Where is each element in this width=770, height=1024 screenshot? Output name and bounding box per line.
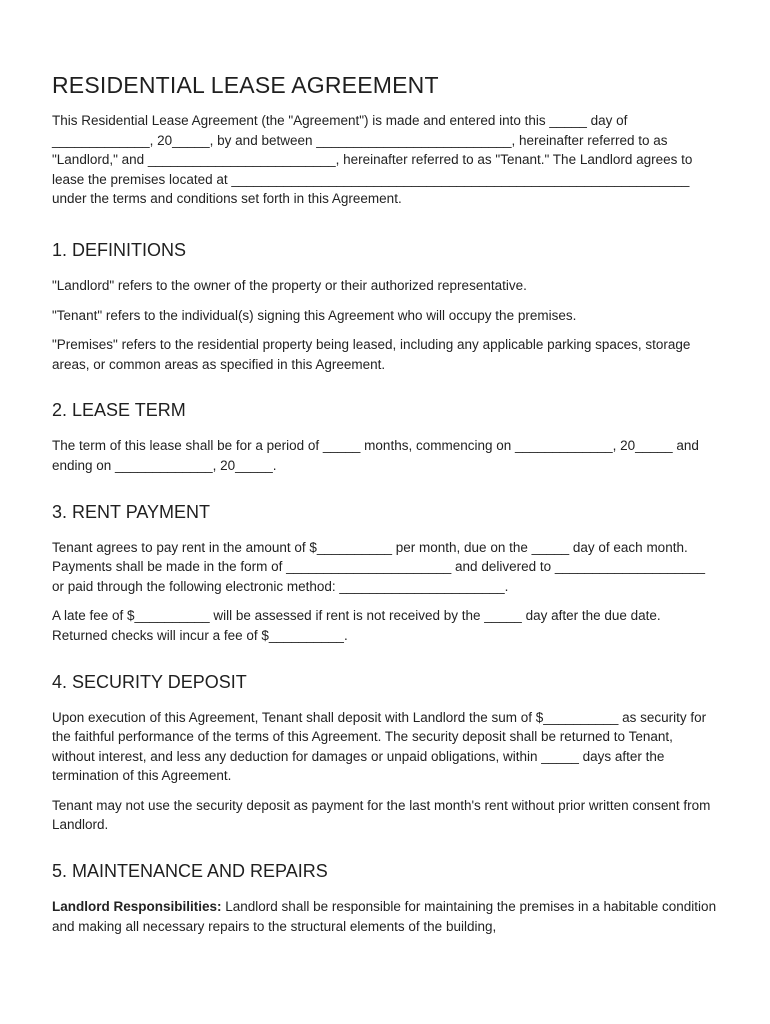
document-title: RESIDENTIAL LEASE AGREEMENT [52,72,439,98]
lease-term-paragraph: The term of this lease shall be for a period of _____ months, commencing on _____________, 20_____ and ending on _____________, 20_____. [52,438,699,473]
lease-document [52,70,718,960]
section-security-deposit [52,670,718,836]
landlord-responsibilities-label: Landlord Responsibilities: [52,899,222,915]
section-heading: 1. DEFINITIONS [52,239,187,260]
section-definitions [52,238,718,374]
landlord-responsibilities-text: Landlord shall be responsible for maintaining the premises in a habitable condition and making all necessary repairs to the structural elements of the building, [52,899,717,934]
section-heading: 4. SECURITY DEPOSIT [52,671,247,692]
landlord-responsibilities-paragraph [52,897,718,936]
section-maintenance-repairs [52,859,718,936]
deposit-usage-paragraph: Tenant may not use the security deposit as payment for the last month's rent without prior written consent from Landlord. [52,797,711,833]
section-lease-term [52,398,718,475]
section-rent-payment [52,500,718,646]
definition-tenant: "Tenant" refers to the individual(s) signing this Agreement who will occupy the premises. [52,307,577,323]
definition-landlord: "Landlord" refers to the owner of the property or their authorized representative. [52,277,527,293]
late-fee-paragraph: A late fee of $__________ will be assessed if rent is not received by the _____ day after the due date. Returned checks will incur a fee of $__________. [52,608,661,643]
definition-premises: "Premises" refers to the residential property being leased, including any applicable parking spaces, storage areas, or common areas as specified in this Agreement. [52,337,691,372]
section-heading: 2. LEASE TERM [52,400,186,421]
section-heading: 3. RENT PAYMENT [52,501,211,522]
section-heading: 5. MAINTENANCE AND REPAIRS [52,861,328,882]
intro-paragraph: This Residential Lease Agreement (the "Agreement") is made and entered into this _____ day of _____________, 20_____, by and between __________________________, hereinafter referred to as "Landlord," and _________________________, hereinafter referred to as "Tenant." The Landlord agrees to lease the premises located at _____________________________________________________________ under the terms and conditions set forth in this Agreement. [52,113,693,207]
security-deposit-paragraph: Upon execution of this Agreement, Tenant shall deposit with Landlord the sum of $__________ as security for the faithful performance of the terms of this Agreement. The security deposit shall be returned to Tenant, without interest, and less any deduction for damages or unpaid obligations, within _____ days after the termination of this Agreement. [52,709,707,784]
rent-payment-paragraph: Tenant agrees to pay rent in the amount of $__________ per month, due on the _____ day of each month. Payments shall be made in the form of ______________________ and delivered to ____________________ or paid through the following electronic method: ______________________. [52,539,706,594]
